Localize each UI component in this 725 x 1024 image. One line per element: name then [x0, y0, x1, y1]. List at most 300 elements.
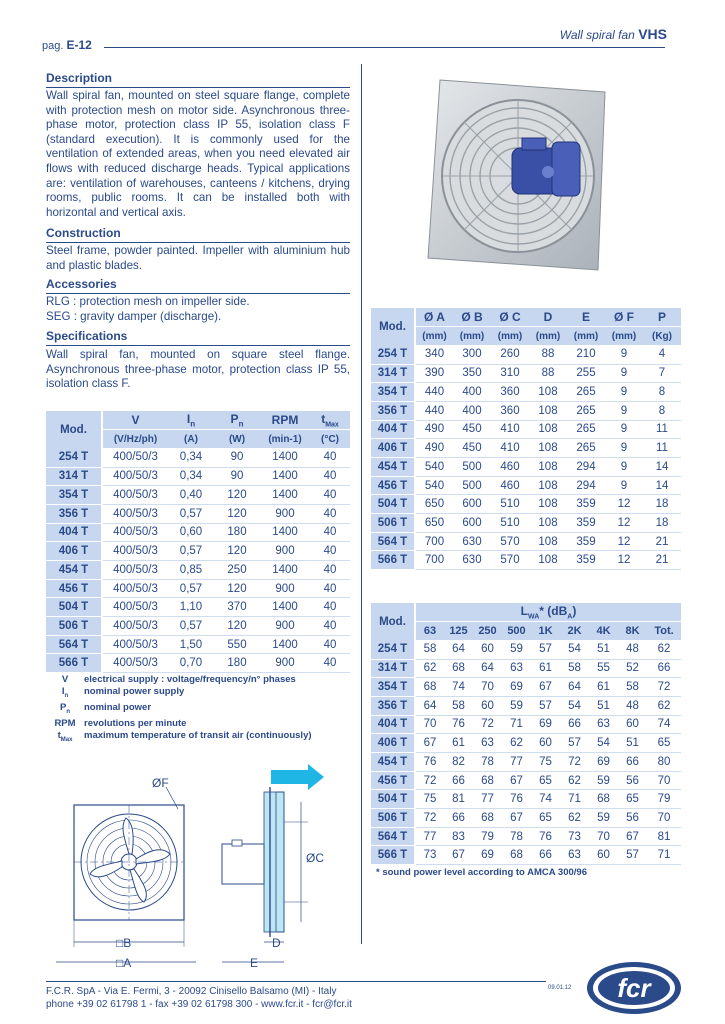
dim-label-d: D: [272, 936, 281, 950]
value-cell: 55: [589, 659, 618, 678]
value-cell: 1400: [260, 561, 310, 580]
value-cell: 400: [453, 383, 491, 402]
model-cell: 564 T: [371, 532, 415, 551]
value-cell: 540: [415, 458, 453, 477]
value-cell: 77: [415, 827, 444, 846]
value-cell: 62: [415, 659, 444, 678]
value-cell: 8: [643, 383, 681, 402]
value-cell: 400/50/3: [102, 504, 168, 523]
value-cell: 400/50/3: [102, 635, 168, 654]
value-cell: 59: [502, 640, 531, 659]
value-cell: 65: [531, 771, 560, 790]
value-cell: 48: [618, 640, 647, 659]
construction-text: Steel frame, powder painted. Impeller with aluminium hub and plastic blades.: [46, 244, 350, 272]
value-cell: 0,57: [168, 504, 214, 523]
value-cell: 67: [618, 827, 647, 846]
electrical-row: [46, 579, 350, 598]
value-cell: 60: [589, 846, 618, 865]
value-cell: 120: [214, 579, 260, 598]
value-cell: 180: [214, 523, 260, 542]
value-cell: 62: [560, 771, 589, 790]
electrical-row: [46, 654, 350, 673]
description-heading: Description: [46, 71, 350, 88]
dimensions-row: [371, 364, 681, 383]
model-cell: 254 T: [46, 448, 102, 467]
electrical-row: [46, 561, 350, 580]
value-cell: 900: [260, 579, 310, 598]
col-header-a: Ø A: [415, 308, 453, 327]
value-cell: 350: [453, 364, 491, 383]
value-cell: 9: [605, 458, 643, 477]
col-header-d: D: [529, 308, 567, 327]
model-cell: 354 T: [371, 678, 415, 697]
value-cell: 265: [567, 401, 605, 420]
value-cell: 108: [529, 401, 567, 420]
legend: [46, 674, 356, 746]
value-cell: 74: [444, 678, 473, 697]
column-divider: [361, 64, 362, 944]
electrical-row: [46, 523, 350, 542]
model-cell: 456 T: [371, 476, 415, 495]
value-cell: 400/50/3: [102, 523, 168, 542]
value-cell: 390: [415, 364, 453, 383]
model-cell: 404 T: [371, 420, 415, 439]
sound-row: [371, 715, 681, 734]
value-cell: 1,50: [168, 635, 214, 654]
col-header-e: E: [567, 308, 605, 327]
value-cell: 67: [502, 771, 531, 790]
value-cell: 460: [491, 458, 529, 477]
value-cell: 72: [647, 678, 681, 697]
value-cell: 700: [415, 551, 453, 570]
value-cell: 54: [589, 734, 618, 753]
value-cell: 370: [214, 598, 260, 617]
value-cell: 66: [560, 715, 589, 734]
value-cell: 71: [647, 846, 681, 865]
value-cell: 294: [567, 458, 605, 477]
dimensions-row: [371, 383, 681, 402]
value-cell: 630: [453, 532, 491, 551]
sound-row: [371, 640, 681, 659]
value-cell: 82: [444, 753, 473, 772]
sound-title: $L_{WA}*$ $(dB_A)$: [415, 603, 681, 622]
value-cell: 40: [310, 561, 350, 580]
freq-header: 500: [502, 622, 531, 641]
value-cell: 61: [444, 734, 473, 753]
freq-header: Tot.: [647, 622, 681, 641]
value-cell: 76: [444, 715, 473, 734]
page-title: Wall spiral fan VHS: [559, 26, 667, 42]
value-cell: 12: [605, 495, 643, 514]
sound-row: [371, 696, 681, 715]
value-cell: 70: [415, 715, 444, 734]
value-cell: 70: [647, 809, 681, 828]
value-cell: 69: [531, 715, 560, 734]
unit-pn: (W): [214, 430, 260, 449]
freq-header: 4K: [589, 622, 618, 641]
value-cell: 400/50/3: [102, 617, 168, 636]
footer-rule: [46, 981, 546, 982]
freq-header: 250: [473, 622, 502, 641]
dimensions-table: [371, 308, 681, 570]
model-cell: 406 T: [46, 542, 102, 561]
value-cell: 76: [502, 790, 531, 809]
unit-cell: (mm): [491, 327, 529, 346]
value-cell: 1400: [260, 635, 310, 654]
model-cell: 314 T: [371, 364, 415, 383]
value-cell: 0,34: [168, 467, 214, 486]
legend-row: RPM revolutions per minute: [54, 717, 187, 729]
value-cell: 66: [618, 753, 647, 772]
value-cell: 14: [643, 476, 681, 495]
sound-table: [371, 603, 681, 865]
model-cell: 354 T: [46, 486, 102, 505]
col-header-p: P: [643, 308, 681, 327]
value-cell: 66: [444, 809, 473, 828]
value-cell: 0,57: [168, 579, 214, 598]
value-cell: 265: [567, 383, 605, 402]
value-cell: 78: [502, 827, 531, 846]
value-cell: 88: [529, 364, 567, 383]
description-text: Wall spiral fan, mounted on steel square flange, complete with protection mesh on motor side. Asynchronous three-phase motor, protection class IP 55, isolation class F (standard execution). It is commonly used for the ventilation of extended areas, when you need elevated air flows with reduced discharge heads. Typical applications are: ventilation of warehouses, canteens / kitchens, drying rooms, public rooms. It can be installed both with horizontal and vertical axis.: [46, 89, 350, 219]
unit-v: (V/Hz/ph): [102, 430, 168, 449]
unit-cell: (mm): [605, 327, 643, 346]
model-cell: 356 T: [46, 504, 102, 523]
value-cell: 510: [491, 514, 529, 533]
value-cell: 250: [214, 561, 260, 580]
value-cell: 67: [531, 678, 560, 697]
sound-note: * sound power level according to AMCA 300/96: [376, 867, 587, 878]
dim-label-f: ØF: [152, 776, 169, 790]
mod-header: Mod.: [371, 308, 415, 345]
model-cell: 314 T: [371, 659, 415, 678]
specifications-text: Wall spiral fan, mounted on square steel flange. Asynchronous three-phase motor, protection class IP 55, isolation class F.: [46, 348, 350, 391]
value-cell: 255: [567, 364, 605, 383]
model-cell: 504 T: [371, 790, 415, 809]
value-cell: 79: [473, 827, 502, 846]
sound-row: [371, 790, 681, 809]
model-cell: 356 T: [371, 696, 415, 715]
value-cell: 108: [529, 420, 567, 439]
legend-row: $I_n$ nominal power supply: [61, 686, 185, 699]
revision-date: 09.01.12: [548, 985, 572, 991]
sound-row: [371, 678, 681, 697]
footer-address: [46, 985, 352, 1011]
value-cell: 73: [415, 846, 444, 865]
value-cell: 73: [560, 827, 589, 846]
model-cell: 254 T: [371, 345, 415, 364]
value-cell: 650: [415, 495, 453, 514]
value-cell: 400/50/3: [102, 448, 168, 467]
value-cell: 51: [589, 696, 618, 715]
value-cell: 63: [473, 734, 502, 753]
value-cell: 64: [415, 696, 444, 715]
electrical-row: [46, 635, 350, 654]
accessories-line-2: SEG : gravity damper (discharge).: [46, 310, 222, 323]
unit-cell: (mm): [453, 327, 491, 346]
value-cell: 18: [643, 514, 681, 533]
value-cell: 450: [453, 439, 491, 458]
value-cell: 40: [310, 486, 350, 505]
model-cell: 504 T: [371, 495, 415, 514]
model-cell: 356 T: [371, 401, 415, 420]
model-cell: 354 T: [371, 383, 415, 402]
value-cell: 40: [310, 579, 350, 598]
dimensions-row: [371, 551, 681, 570]
value-cell: 490: [415, 420, 453, 439]
value-cell: 72: [473, 715, 502, 734]
unit-cell: (mm): [529, 327, 567, 346]
value-cell: 77: [502, 753, 531, 772]
value-cell: 40: [310, 635, 350, 654]
model-cell: 566 T: [371, 551, 415, 570]
unit-rpm: (min-1): [260, 430, 310, 449]
freq-header: 63: [415, 622, 444, 641]
value-cell: 69: [473, 846, 502, 865]
value-cell: 108: [529, 514, 567, 533]
unit-cell: (mm): [415, 327, 453, 346]
value-cell: 51: [589, 640, 618, 659]
value-cell: 120: [214, 542, 260, 561]
value-cell: 9: [605, 439, 643, 458]
footer-line-2: phone +39 02 61798 1 - fax +39 02 61798 300 - www.fcr.it - fcr@fcr.it: [46, 999, 352, 1010]
model-cell: 566 T: [371, 846, 415, 865]
value-cell: 57: [560, 734, 589, 753]
value-cell: 108: [529, 532, 567, 551]
value-cell: 0,85: [168, 561, 214, 580]
accessories-line-1: RLG : protection mesh on impeller side.: [46, 295, 250, 308]
value-cell: 81: [444, 790, 473, 809]
value-cell: 900: [260, 542, 310, 561]
value-cell: 410: [491, 420, 529, 439]
value-cell: 340: [415, 345, 453, 364]
value-cell: 75: [531, 753, 560, 772]
value-cell: 1400: [260, 467, 310, 486]
value-cell: 400: [453, 401, 491, 420]
value-cell: 71: [560, 790, 589, 809]
value-cell: 66: [444, 771, 473, 790]
value-cell: 9: [605, 476, 643, 495]
value-cell: 77: [473, 790, 502, 809]
value-cell: 75: [415, 790, 444, 809]
value-cell: 9: [605, 345, 643, 364]
value-cell: 120: [214, 486, 260, 505]
value-cell: 68: [473, 771, 502, 790]
model-cell: 456 T: [46, 579, 102, 598]
model-cell: 314 T: [46, 467, 102, 486]
value-cell: 440: [415, 383, 453, 402]
value-cell: 71: [502, 715, 531, 734]
electrical-row: [46, 598, 350, 617]
value-cell: 74: [647, 715, 681, 734]
value-cell: 400/50/3: [102, 542, 168, 561]
value-cell: 540: [415, 476, 453, 495]
freq-header: 1K: [531, 622, 560, 641]
electrical-row: [46, 617, 350, 636]
sound-row: [371, 846, 681, 865]
value-cell: 550: [214, 635, 260, 654]
value-cell: 460: [491, 476, 529, 495]
sound-row: [371, 753, 681, 772]
value-cell: 8: [643, 401, 681, 420]
model-cell: 454 T: [371, 458, 415, 477]
value-cell: 62: [647, 640, 681, 659]
value-cell: 68: [589, 790, 618, 809]
value-cell: 120: [214, 504, 260, 523]
value-cell: 108: [529, 495, 567, 514]
value-cell: 78: [473, 753, 502, 772]
value-cell: 310: [491, 364, 529, 383]
value-cell: 61: [531, 659, 560, 678]
legend-row: V electrical supply : voltage/frequency/n° phases: [61, 674, 296, 685]
value-cell: 74: [531, 790, 560, 809]
value-cell: 62: [647, 696, 681, 715]
value-cell: 900: [260, 504, 310, 523]
value-cell: 359: [567, 514, 605, 533]
value-cell: 64: [560, 678, 589, 697]
value-cell: 108: [529, 439, 567, 458]
model-cell: 506 T: [371, 809, 415, 828]
value-cell: 14: [643, 458, 681, 477]
model-cell: 406 T: [371, 734, 415, 753]
value-cell: 64: [444, 640, 473, 659]
accessories-heading: Accessories: [46, 277, 350, 294]
unit-cell: (Kg): [643, 327, 681, 346]
specifications-heading: Specifications: [46, 329, 350, 346]
value-cell: 63: [589, 715, 618, 734]
unit-tmax: (°C): [310, 430, 350, 449]
value-cell: 57: [531, 640, 560, 659]
value-cell: 180: [214, 654, 260, 673]
dimensions-row: [371, 420, 681, 439]
value-cell: 210: [567, 345, 605, 364]
value-cell: 72: [560, 753, 589, 772]
value-cell: 0,57: [168, 542, 214, 561]
value-cell: 1400: [260, 448, 310, 467]
dim-label-a: □A: [116, 956, 132, 970]
value-cell: 108: [529, 476, 567, 495]
value-cell: 108: [529, 383, 567, 402]
value-cell: 0,57: [168, 617, 214, 636]
value-cell: 9: [605, 401, 643, 420]
header-rule: [104, 47, 665, 48]
dimensions-row: [371, 514, 681, 533]
value-cell: 79: [647, 790, 681, 809]
value-cell: 56: [618, 771, 647, 790]
model-cell: 254 T: [371, 640, 415, 659]
value-cell: 90: [214, 467, 260, 486]
value-cell: 650: [415, 514, 453, 533]
value-cell: 61: [589, 678, 618, 697]
value-cell: 58: [560, 659, 589, 678]
value-cell: 21: [643, 532, 681, 551]
unit-cell: (mm): [567, 327, 605, 346]
value-cell: 11: [643, 420, 681, 439]
electrical-row: [46, 448, 350, 467]
col-header-tmax: $t_{Max}$: [310, 411, 350, 430]
value-cell: 490: [415, 439, 453, 458]
dimensional-drawing: [46, 762, 356, 974]
value-cell: 265: [567, 420, 605, 439]
value-cell: 9: [605, 420, 643, 439]
value-cell: 76: [531, 827, 560, 846]
value-cell: 400/50/3: [102, 467, 168, 486]
value-cell: 72: [415, 771, 444, 790]
model-cell: 404 T: [371, 715, 415, 734]
model-cell: 566 T: [46, 654, 102, 673]
side-view-ring: [264, 792, 284, 932]
value-cell: 68: [415, 678, 444, 697]
value-cell: 64: [473, 659, 502, 678]
value-cell: 66: [531, 846, 560, 865]
value-cell: 90: [214, 448, 260, 467]
value-cell: 63: [502, 659, 531, 678]
value-cell: 12: [605, 514, 643, 533]
value-cell: 630: [453, 551, 491, 570]
value-cell: 12: [605, 551, 643, 570]
model-cell: 454 T: [46, 561, 102, 580]
value-cell: 410: [491, 439, 529, 458]
mod-header: Mod.: [371, 603, 415, 640]
value-cell: 67: [415, 734, 444, 753]
model-cell: 506 T: [371, 514, 415, 533]
model-cell: 456 T: [371, 771, 415, 790]
value-cell: 59: [589, 809, 618, 828]
fcr-logo: [583, 958, 685, 1018]
value-cell: 12: [605, 532, 643, 551]
electrical-row: [46, 486, 350, 505]
dimensions-row: [371, 458, 681, 477]
col-header-rpm: RPM: [260, 411, 310, 430]
value-cell: 500: [453, 476, 491, 495]
freq-header: 2K: [560, 622, 589, 641]
value-cell: 80: [647, 753, 681, 772]
value-cell: 81: [647, 827, 681, 846]
value-cell: 40: [310, 617, 350, 636]
mod-header: Mod.: [46, 411, 102, 448]
value-cell: 1400: [260, 523, 310, 542]
value-cell: 52: [618, 659, 647, 678]
electrical-row: [46, 467, 350, 486]
value-cell: 70: [647, 771, 681, 790]
value-cell: 1400: [260, 598, 310, 617]
value-cell: 570: [491, 532, 529, 551]
value-cell: 72: [415, 809, 444, 828]
construction-heading: Construction: [46, 226, 350, 243]
value-cell: 21: [643, 551, 681, 570]
value-cell: 0,40: [168, 486, 214, 505]
dimensions-row: [371, 439, 681, 458]
value-cell: 40: [310, 504, 350, 523]
value-cell: 108: [529, 458, 567, 477]
value-cell: 359: [567, 551, 605, 570]
freq-header: 8K: [618, 622, 647, 641]
value-cell: 360: [491, 383, 529, 402]
value-cell: 48: [618, 696, 647, 715]
sound-row: [371, 659, 681, 678]
value-cell: 400/50/3: [102, 598, 168, 617]
value-cell: 108: [529, 551, 567, 570]
dimensions-row: [371, 401, 681, 420]
value-cell: 60: [618, 715, 647, 734]
value-cell: 700: [415, 532, 453, 551]
value-cell: 60: [531, 734, 560, 753]
value-cell: 58: [444, 696, 473, 715]
dimensions-row: [371, 495, 681, 514]
value-cell: 440: [415, 401, 453, 420]
value-cell: 18: [643, 495, 681, 514]
sound-row: [371, 771, 681, 790]
